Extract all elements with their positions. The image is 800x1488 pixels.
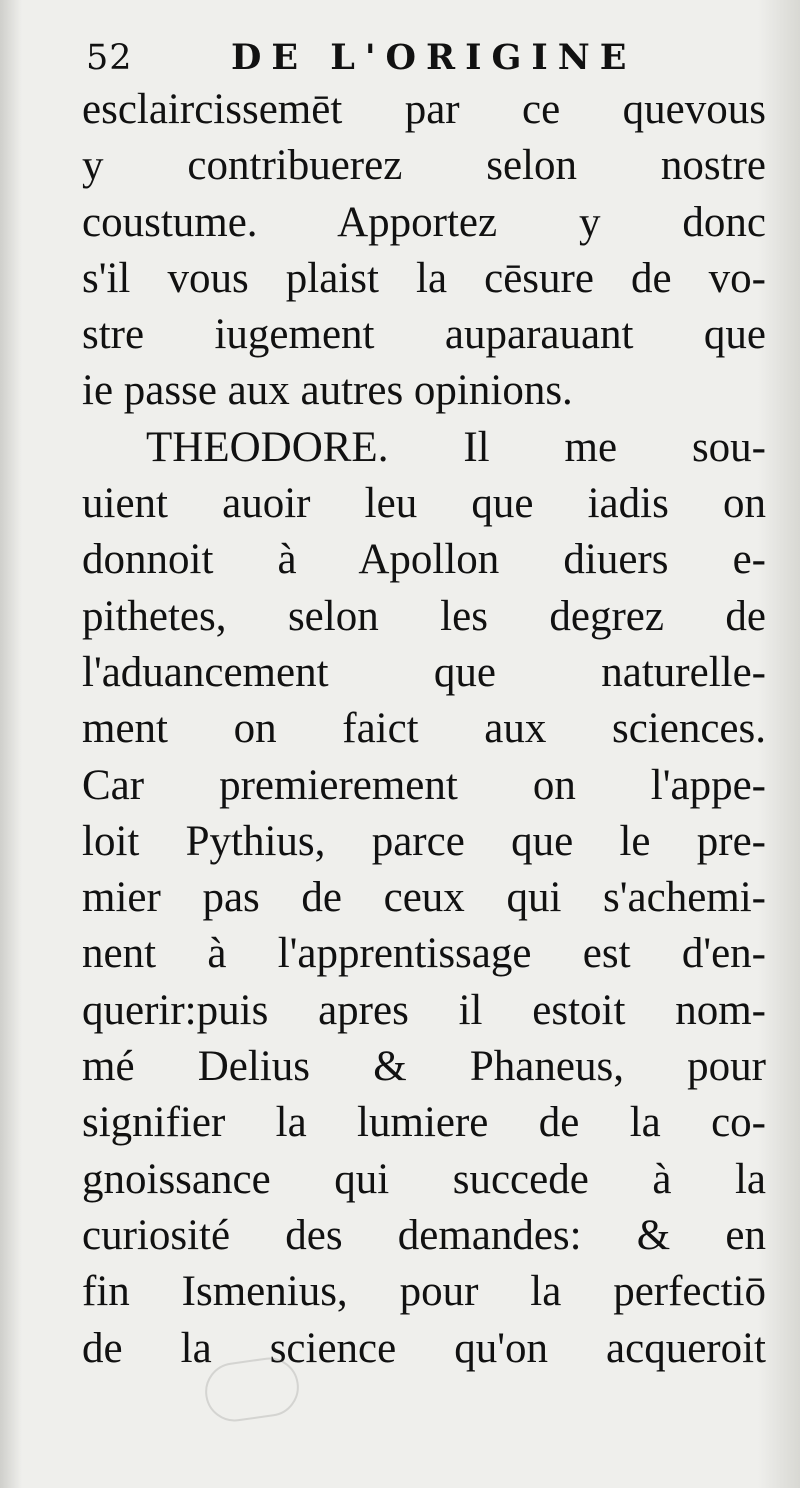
text-line: fin Ismenius, pour la perfectiō [82, 1268, 766, 1316]
text-line: y contribuerez selon nostre [82, 142, 766, 190]
text-line: coustume. Apportez y donc [82, 198, 766, 246]
text-line: esclaircissemēt par ce quevous [82, 86, 766, 133]
running-head: DE L'ORIGINE [231, 37, 637, 78]
page-header [86, 28, 766, 88]
text-line: pithetes, selon les degrez de [82, 592, 766, 640]
text-line: uient auoir leu que iadis on [82, 480, 766, 528]
text-line: ment on faict aux sciences. [82, 705, 766, 753]
text-line: mier pas de ceux qui s'achemi- [82, 874, 766, 922]
body-text [82, 82, 766, 1377]
text-line: loit Pythius, parce que le pre- [82, 817, 766, 865]
page-gutter-shadow [0, 0, 22, 1488]
text-line: s'il vous plaist la cēsure de vo- [82, 254, 766, 302]
text-line: querir:puis apres il estoit nom- [82, 986, 766, 1034]
page-number: 52 [86, 38, 133, 78]
text-line: gnoissance qui succede à la [82, 1155, 766, 1203]
text-line: l'aduancement que naturelle- [82, 648, 766, 696]
text-line: de la science qu'on acqueroit [82, 1324, 766, 1372]
paragraph-end-line: ie passe aux autres opinions. [82, 367, 573, 415]
text-line: nent à l'apprentissage est d'en- [82, 930, 766, 978]
text-line: curiosité des demandes: & en [82, 1211, 766, 1259]
text-line: Car premierement on l'appe- [82, 761, 766, 809]
text-line: mé Delius & Phaneus, pour [82, 1043, 766, 1091]
text-line: stre iugement auparauant que [82, 311, 766, 359]
text-line: donnoit à Apollon diuers e- [82, 536, 766, 584]
text-line: signifier la lumiere de la co- [82, 1099, 766, 1147]
speaker-line: THEODORE. Il me sou- [146, 423, 766, 471]
